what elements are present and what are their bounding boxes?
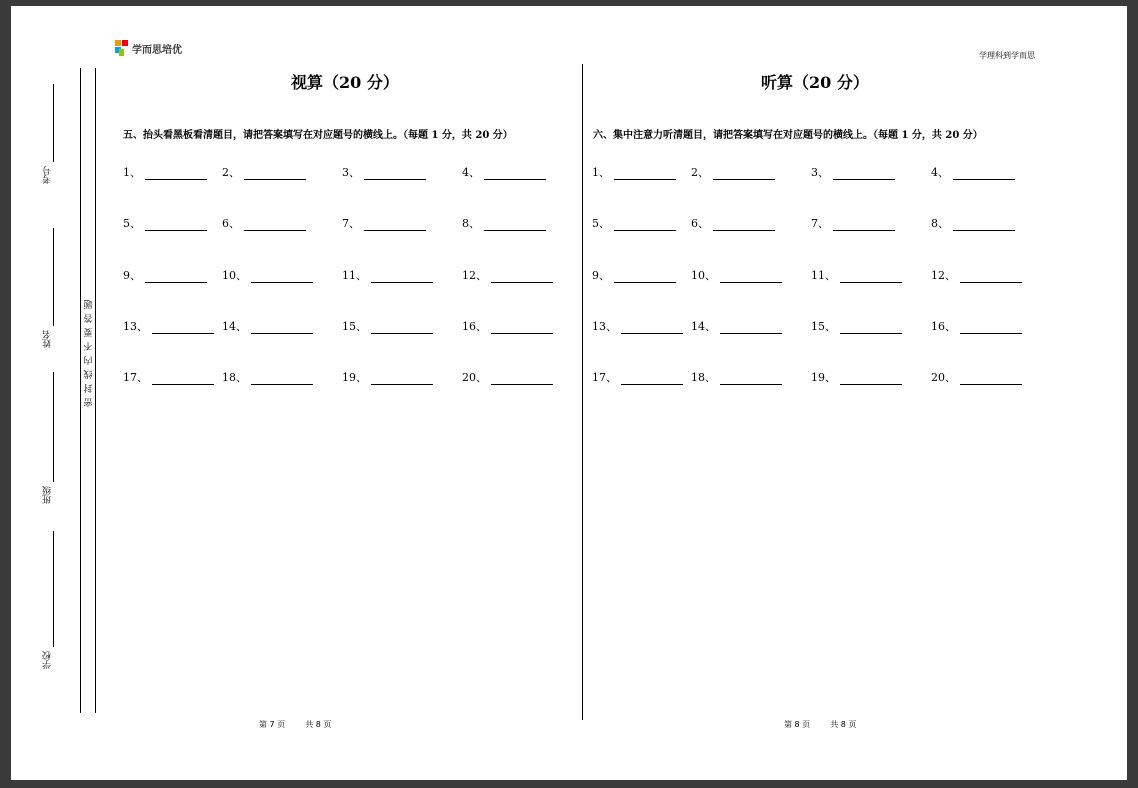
- answer-line[interactable]: [621, 323, 683, 334]
- left-page-number: 第 7 页: [259, 720, 286, 729]
- answer-line[interactable]: [491, 323, 553, 334]
- seal-char: 密: [83, 396, 93, 406]
- right-answer-blank[interactable]: [811, 369, 902, 385]
- left-answer-blank[interactable]: [222, 267, 313, 283]
- answer-line[interactable]: [713, 169, 775, 180]
- logo-text: 学而思培优: [132, 44, 182, 56]
- answer-line[interactable]: [953, 169, 1015, 180]
- field-line-exam-number: [53, 84, 54, 162]
- question-number: 15、: [342, 320, 367, 333]
- field-line-name: [53, 228, 54, 326]
- left-answer-blank[interactable]: [462, 164, 546, 180]
- answer-line[interactable]: [833, 169, 895, 180]
- left-answer-blank[interactable]: [222, 164, 306, 180]
- right-answer-blank[interactable]: [811, 267, 902, 283]
- answer-line[interactable]: [484, 169, 546, 180]
- field-line-class: [53, 372, 54, 482]
- field-label-name: 姓名: [43, 330, 53, 348]
- left-answer-blank[interactable]: [123, 267, 207, 283]
- answer-line[interactable]: [371, 323, 433, 334]
- left-answer-blank[interactable]: [222, 318, 313, 334]
- answer-line[interactable]: [371, 374, 433, 385]
- center-divider: [582, 64, 583, 720]
- left-answer-blank[interactable]: [123, 215, 207, 231]
- right-instruction: 六、集中注意力听清题目，请把答案填写在对应题号的横线上。（每题 1 分，共 20 分）: [593, 130, 983, 141]
- right-page-total: 共 8 页: [830, 720, 857, 729]
- question-number: 4、: [931, 166, 949, 179]
- question-number: 20、: [931, 371, 956, 384]
- left-answer-blank[interactable]: [342, 318, 433, 334]
- right-answer-blank[interactable]: [931, 318, 1022, 334]
- question-number: 5、: [123, 217, 141, 230]
- right-answer-blank[interactable]: [811, 215, 895, 231]
- question-number: 15、: [811, 320, 836, 333]
- question-number: 17、: [123, 371, 148, 384]
- question-number: 18、: [222, 371, 247, 384]
- answer-line[interactable]: [145, 220, 207, 231]
- logo: [115, 39, 182, 57]
- seal-char: 要: [83, 326, 93, 336]
- question-number: 11、: [811, 269, 836, 282]
- question-number: 1、: [123, 166, 141, 179]
- answer-line[interactable]: [840, 272, 902, 283]
- left-answer-blank[interactable]: [342, 369, 433, 385]
- left-answer-blank[interactable]: [342, 164, 426, 180]
- answer-line[interactable]: [251, 323, 313, 334]
- question-number: 18、: [691, 371, 716, 384]
- left-answer-blank[interactable]: [222, 215, 306, 231]
- question-number: 3、: [811, 166, 829, 179]
- question-number: 17、: [592, 371, 617, 384]
- right-answer-blank[interactable]: [592, 215, 676, 231]
- answer-line[interactable]: [720, 323, 782, 334]
- answer-line[interactable]: [720, 374, 782, 385]
- question-number: 6、: [222, 217, 240, 230]
- question-number: 10、: [222, 269, 247, 282]
- question-number: 7、: [342, 217, 360, 230]
- right-footer: [784, 719, 876, 730]
- right-answer-blank[interactable]: [931, 215, 1015, 231]
- answer-line[interactable]: [840, 323, 902, 334]
- answer-line[interactable]: [621, 374, 683, 385]
- margin-line-inner: [95, 68, 96, 713]
- answer-line[interactable]: [364, 220, 426, 231]
- answer-line[interactable]: [960, 323, 1022, 334]
- question-number: 2、: [222, 166, 240, 179]
- seal-line-notice: [82, 296, 94, 408]
- answer-line[interactable]: [244, 220, 306, 231]
- answer-line[interactable]: [244, 169, 306, 180]
- question-number: 20、: [462, 371, 487, 384]
- right-answer-blank[interactable]: [691, 369, 782, 385]
- seal-char: 线: [83, 368, 93, 378]
- right-answer-blank[interactable]: [592, 369, 683, 385]
- left-instruction: 五、抬头看黑板看清题目，请把答案填写在对应题号的横线上。（每题 1 分，共 20 分）: [123, 130, 513, 141]
- answer-line[interactable]: [145, 169, 207, 180]
- question-number: 14、: [222, 320, 247, 333]
- question-number: 14、: [691, 320, 716, 333]
- seal-char: 答: [83, 312, 93, 322]
- right-answer-blank[interactable]: [691, 215, 775, 231]
- seal-char: 封: [83, 382, 93, 392]
- answer-line[interactable]: [491, 272, 553, 283]
- exam-page: [11, 6, 1127, 780]
- right-answer-blank[interactable]: [691, 164, 775, 180]
- question-number: 4、: [462, 166, 480, 179]
- field-label-school: 学校: [43, 651, 53, 669]
- answer-line[interactable]: [840, 374, 902, 385]
- question-number: 8、: [462, 217, 480, 230]
- right-answer-blank[interactable]: [691, 267, 782, 283]
- question-number: 19、: [811, 371, 836, 384]
- question-number: 7、: [811, 217, 829, 230]
- question-number: 2、: [691, 166, 709, 179]
- question-number: 16、: [931, 320, 956, 333]
- question-number: 9、: [592, 269, 610, 282]
- left-footer: [259, 719, 351, 730]
- seal-char: 内: [83, 354, 93, 364]
- right-answer-blank[interactable]: [811, 164, 895, 180]
- answer-line[interactable]: [720, 272, 782, 283]
- answer-line[interactable]: [960, 374, 1022, 385]
- question-number: 19、: [342, 371, 367, 384]
- answer-line[interactable]: [713, 220, 775, 231]
- seal-char: 不: [83, 340, 93, 350]
- right-answer-blank[interactable]: [592, 267, 676, 283]
- logo-mark-icon: [115, 40, 129, 56]
- question-number: 12、: [931, 269, 956, 282]
- question-number: 12、: [462, 269, 487, 282]
- margin-line-outer: [80, 68, 81, 713]
- field-label-class: 班级: [43, 486, 53, 504]
- right-answer-blank[interactable]: [811, 318, 902, 334]
- question-number: 1、: [592, 166, 610, 179]
- left-section-title: 视算（20 分）: [291, 73, 399, 92]
- answer-line[interactable]: [371, 272, 433, 283]
- question-number: 13、: [123, 320, 148, 333]
- left-answer-blank[interactable]: [342, 267, 433, 283]
- right-answer-blank[interactable]: [592, 164, 676, 180]
- left-answer-blank[interactable]: [462, 215, 546, 231]
- left-answer-blank[interactable]: [342, 215, 426, 231]
- right-page-number: 第 8 页: [784, 720, 811, 729]
- answer-line[interactable]: [251, 374, 313, 385]
- left-answer-blank[interactable]: [462, 369, 553, 385]
- answer-line[interactable]: [152, 323, 214, 334]
- question-number: 5、: [592, 217, 610, 230]
- answer-line[interactable]: [953, 220, 1015, 231]
- answer-line[interactable]: [491, 374, 553, 385]
- right-answer-blank[interactable]: [931, 267, 1022, 283]
- question-number: 10、: [691, 269, 716, 282]
- seal-char: 题: [83, 298, 93, 308]
- left-answer-blank[interactable]: [462, 318, 553, 334]
- answer-line[interactable]: [614, 220, 676, 231]
- left-answer-blank[interactable]: [462, 267, 553, 283]
- question-number: 6、: [691, 217, 709, 230]
- left-answer-blank[interactable]: [123, 369, 214, 385]
- header-slogan: 学理科到学而思: [979, 51, 1035, 60]
- question-number: 3、: [342, 166, 360, 179]
- right-answer-blank[interactable]: [592, 318, 683, 334]
- question-number: 16、: [462, 320, 487, 333]
- question-number: 9、: [123, 269, 141, 282]
- answer-line[interactable]: [145, 272, 207, 283]
- question-number: 11、: [342, 269, 367, 282]
- answer-line[interactable]: [833, 220, 895, 231]
- right-answer-blank[interactable]: [931, 164, 1015, 180]
- right-answer-blank[interactable]: [691, 318, 782, 334]
- answer-line[interactable]: [152, 374, 214, 385]
- field-label-exam-number: 考号: [43, 166, 53, 184]
- left-answer-blank[interactable]: [123, 164, 207, 180]
- answer-line[interactable]: [614, 272, 676, 283]
- question-number: 13、: [592, 320, 617, 333]
- answer-line[interactable]: [251, 272, 313, 283]
- left-page-total: 共 8 页: [305, 720, 332, 729]
- right-section-title: 听算（20 分）: [761, 73, 869, 92]
- answer-line[interactable]: [614, 169, 676, 180]
- right-answer-blank[interactable]: [931, 369, 1022, 385]
- left-answer-blank[interactable]: [123, 318, 214, 334]
- answer-line[interactable]: [484, 220, 546, 231]
- answer-line[interactable]: [960, 272, 1022, 283]
- answer-line[interactable]: [364, 169, 426, 180]
- question-number: 8、: [931, 217, 949, 230]
- left-answer-blank[interactable]: [222, 369, 313, 385]
- field-line-school: [53, 531, 54, 647]
